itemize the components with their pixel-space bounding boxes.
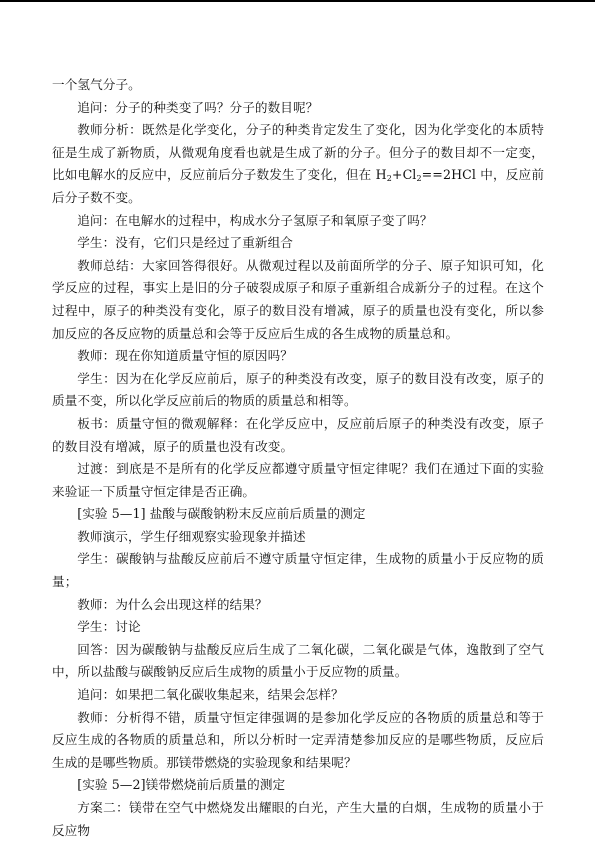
formula-text: +Cl	[391, 167, 417, 183]
document-body	[52, 74, 544, 842]
paragraph: 追问：分子的种类变了吗？分子的数目呢？	[77, 99, 319, 115]
paragraph-text-before-formula: 教师分析：既然是化学变化，分子的种类肯定发生了变化，因为化学变化的本质特征是生成了新物质，从微观角度看也就是生成了新的分子。但分子的数目却不一定变，比如电解水的反应中，反应前后分子数发生了变化，但在 H	[52, 122, 544, 183]
paragraph: 一个氢气分子。	[52, 77, 141, 92]
paragraph: 过渡：到底是不是所有的化学反应都遵守质量守恒定律呢？我们在通过下面的实验来验证一下质量守恒定律是否正确。	[52, 461, 544, 499]
paragraph: 教师总结：大家回答得很好。从微观过程以及前面所学的分子、原子知识可知，化学反应的过程，事实上是旧的分子破裂成原子和原子重新组合成新分子的过程。在这个过程中，原子的种类没有变化，原子的数目没有增减，原子的质量也没有变化，所以参加反应的各反应物的质量总和会等于反应后生成的各生成物的质量总和。	[52, 257, 544, 341]
experiment-heading: [实验 5—2]镁带燃烧前后质量的测定	[77, 777, 286, 793]
formula-subscript: 2	[386, 174, 392, 184]
paragraph: 教师：分析得不错，质量守恒定律强调的是参加化学反应的各物质的质量总和等于反应生成的各物质的质量总和，所以分析时一定弄清楚参加反应的是哪些物质，反应后生成的是哪些物质。那镁带燃烧的实验现象和结果呢？	[52, 709, 544, 770]
paragraph: 学生：因为在化学反应前后，原子的种类没有改变，原子的数目没有改变，原子的质量不变，所以化学反应前后的物质的质量总和相等。	[52, 370, 544, 409]
paragraph: 学生：没有，它们只是经过了重新组合	[77, 235, 293, 251]
paragraph: 回答：因为碳酸钠与盐酸反应后生成了二氧化碳，二氧化碳是气体，逸散到了空气中，所以盐酸与碳酸钠反应后生成物的质量小于反应物的质量。	[52, 641, 544, 680]
page-top-rule	[0, 0, 595, 2]
paragraph: 学生：讨论	[77, 619, 141, 635]
paragraph-text-after-formula: ==2HCl 中，反应前后分子数不变。	[52, 167, 545, 205]
experiment-heading: [实验 5—1] 盐酸与碳酸钠粉末反应前后质量的测定	[77, 506, 366, 522]
paragraph: 教师：为什么会出现这样的结果？	[77, 596, 268, 612]
paragraph: 学生：碳酸钠与盐酸反应前后不遵守质量守恒定律，生成物的质量小于反应物的质量；	[52, 551, 544, 590]
paragraph: 教师演示，学生仔细观察实验现象并描述	[77, 528, 306, 544]
paragraph: 教师：现在你知道质量守恒的原因吗？	[77, 348, 293, 364]
paragraph-with-formula	[52, 119, 544, 209]
formula-subscript: 2	[416, 174, 422, 184]
paragraph: 追问：在电解水的过程中，构成水分子氢原子和氧原子变了吗？	[77, 212, 433, 228]
paragraph: 方案二：镁带在空气中燃烧发出耀眼的白光，产生大量的白烟，生成物的质量小于反应物	[52, 800, 544, 838]
paragraph: 板书：质量守恒的微观解释：在化学反应中，反应前后原子的种类没有改变，原子的数目没有增减，原子的质量也没有改变。	[52, 415, 544, 454]
paragraph: 追问：如果把二氧化碳收集起来，结果会怎样？	[77, 687, 344, 703]
